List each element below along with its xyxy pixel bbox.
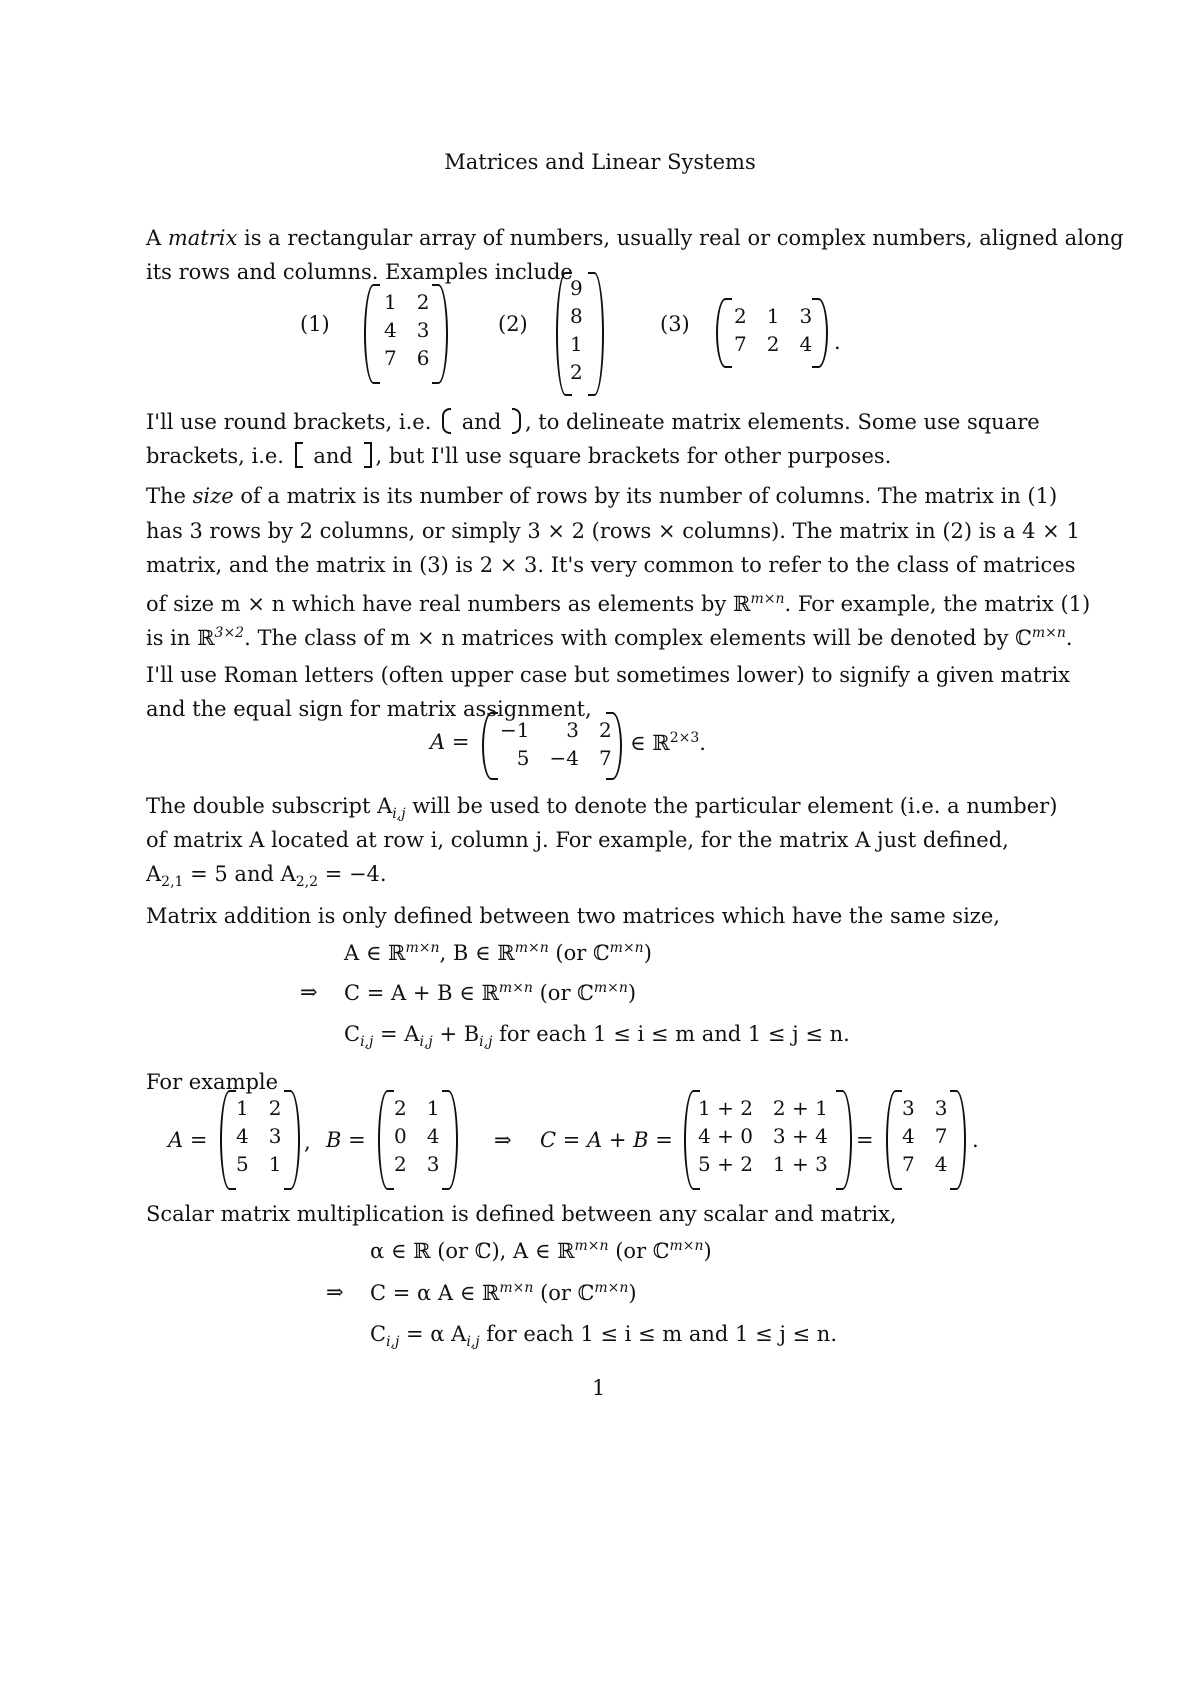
superscript: m×n bbox=[594, 1280, 629, 1296]
example-A-matrix bbox=[220, 1090, 300, 1190]
matrix-cell: 2 + 1 bbox=[772, 1096, 828, 1120]
text-run: The double subscript A bbox=[146, 794, 393, 818]
text-run: of a matrix is its number of rows by its number of columns. The matrix in (1) bbox=[233, 484, 1058, 508]
paragraph-line bbox=[146, 615, 1096, 657]
text-run: = 5 and A bbox=[183, 862, 296, 886]
period: . bbox=[972, 1128, 979, 1152]
matrix-cell: 1 + 3 bbox=[772, 1152, 828, 1176]
paragraph-square-brackets bbox=[146, 438, 1096, 475]
subscript: 2,2 bbox=[295, 874, 319, 891]
matrix-cell: 2 bbox=[268, 1096, 282, 1120]
paragraph-roman-letters: I'll use Roman letters (often upper case but sometimes lower) to signify a given matrix bbox=[146, 663, 1071, 687]
matrix-table bbox=[892, 1094, 957, 1178]
paragraph-line bbox=[146, 856, 1096, 901]
matrix-cell: −1 bbox=[500, 718, 530, 742]
text-run: α ∈ ℝ (or ℂ), A ∈ ℝ bbox=[370, 1239, 575, 1263]
right-paren bbox=[836, 1090, 852, 1190]
matrix-table bbox=[226, 1094, 291, 1178]
text-run: A bbox=[146, 226, 168, 250]
superscript: m×n bbox=[499, 1280, 534, 1296]
paragraph-line: and the equal sign for matrix assignment, bbox=[146, 697, 592, 721]
example-C-lhs: C = A + B = bbox=[540, 1128, 673, 1152]
addition-line-2 bbox=[344, 980, 636, 1005]
paragraph-line: has 3 rows by 2 columns, or simply 3 × 2 (rows × columns). The matrix in (2) is a 4 × 1 bbox=[146, 519, 1080, 543]
matrix-cell: 2 bbox=[394, 1152, 407, 1176]
paragraph-for-example: For example bbox=[146, 1070, 279, 1094]
superscript: m×n bbox=[405, 940, 440, 956]
superscript: m×n bbox=[1031, 625, 1066, 641]
paragraph-round-brackets bbox=[146, 404, 1096, 441]
matrix-cell: 7 bbox=[902, 1152, 915, 1176]
paragraph-line: its rows and columns. Examples include bbox=[146, 260, 573, 284]
matrix-row bbox=[688, 1150, 838, 1178]
right-paren bbox=[812, 298, 828, 368]
implies-arrow: ⇒ bbox=[326, 1280, 344, 1304]
page-number: 1 bbox=[592, 1376, 606, 1400]
square-right-bracket-glyph bbox=[364, 442, 372, 468]
matrix-cell: 3 bbox=[934, 1096, 948, 1120]
text-run: A ∈ ℝ bbox=[344, 941, 406, 965]
matrix-cell: 6 bbox=[416, 346, 430, 370]
text-run: C = α A ∈ ℝ bbox=[370, 1281, 500, 1305]
text-run: ) bbox=[628, 1281, 637, 1305]
text-run: (or ℂ bbox=[532, 981, 594, 1005]
matrix-cell: 4 bbox=[934, 1152, 948, 1176]
matrix-row bbox=[226, 1150, 291, 1178]
text-run: . For example, the matrix (1) bbox=[784, 592, 1091, 616]
page-title: Matrices and Linear Systems bbox=[444, 150, 756, 174]
paragraph-size bbox=[146, 478, 1096, 515]
matrix-cell: 2 bbox=[598, 718, 612, 742]
matrix-row bbox=[384, 1122, 449, 1150]
addition-line-1 bbox=[344, 940, 652, 965]
text-run: ) bbox=[643, 941, 652, 965]
implies-arrow: ⇒ bbox=[494, 1128, 512, 1152]
matrix-table bbox=[688, 1094, 838, 1178]
text-run: brackets, i.e. bbox=[146, 444, 291, 468]
example-C-matrix bbox=[886, 1090, 966, 1190]
matrix-cell: 1 bbox=[384, 290, 397, 314]
matrix-cell: 7 bbox=[384, 346, 397, 370]
matrix-body bbox=[892, 1094, 957, 1178]
matrix-cell: 3 bbox=[902, 1096, 915, 1120]
matrix-cell: 2 bbox=[734, 304, 747, 328]
matrix-cell: 1 bbox=[426, 1096, 440, 1120]
text-run: for each 1 ≤ i ≤ m and 1 ≤ j ≤ n. bbox=[492, 1022, 850, 1046]
matrix-cell: 5 + 2 bbox=[698, 1152, 753, 1176]
example-label-3: (3) bbox=[660, 312, 690, 336]
text-run: , but I'll use square brackets for other purposes. bbox=[375, 444, 892, 468]
text-run: = −4. bbox=[318, 862, 387, 886]
superscript: m×n bbox=[750, 591, 785, 607]
right-paren bbox=[442, 1090, 458, 1190]
text-run: is in ℝ bbox=[146, 626, 215, 650]
matrix-body bbox=[724, 302, 822, 358]
example-matrix-3 bbox=[716, 298, 828, 368]
matrix-cell: −4 bbox=[549, 746, 579, 770]
text-run: and bbox=[455, 410, 508, 434]
subscript: i,j bbox=[466, 1334, 480, 1351]
example-A-lhs: A = bbox=[168, 1128, 208, 1152]
matrix-row bbox=[892, 1150, 957, 1178]
superscript: m×n bbox=[514, 940, 549, 956]
text-run: for each 1 ≤ i ≤ m and 1 ≤ j ≤ n. bbox=[479, 1322, 838, 1346]
matrix-table bbox=[374, 288, 439, 372]
matrix-cell: 9 bbox=[570, 276, 583, 300]
matrix-row bbox=[374, 344, 439, 372]
matrix-cell: 1 bbox=[766, 304, 780, 328]
matrix-row bbox=[892, 1122, 957, 1150]
example-matrix-2 bbox=[556, 272, 604, 396]
subscript: 2,1 bbox=[161, 874, 184, 891]
paragraph-line: matrix, and the matrix in (3) is 2 × 3. It's very common to refer to the class of matrices bbox=[146, 553, 1076, 577]
matrix-cell: 7 bbox=[734, 332, 747, 356]
matrix-cell: 2 bbox=[394, 1096, 407, 1120]
example-B-lhs: B = bbox=[326, 1128, 366, 1152]
superscript: m×n bbox=[669, 1238, 704, 1254]
matrix-row bbox=[490, 716, 622, 744]
subscript: i,j bbox=[360, 1034, 374, 1051]
text-run: is a rectangular array of numbers, usually real or complex numbers, aligned along bbox=[237, 226, 1124, 250]
matrix-cell: 3 + 4 bbox=[772, 1124, 828, 1148]
matrix-table bbox=[724, 302, 822, 358]
matrix-cell: 1 bbox=[268, 1152, 282, 1176]
matrix-row bbox=[384, 1094, 449, 1122]
matrix-cell: 3 bbox=[426, 1152, 440, 1176]
right-paren bbox=[284, 1090, 300, 1190]
text-run: will be used to denote the particular element (i.e. a number) bbox=[405, 794, 1058, 818]
matrix-body bbox=[490, 716, 622, 772]
example-label-2: (2) bbox=[498, 312, 528, 336]
text-run: . bbox=[699, 731, 706, 755]
paragraph-line: of matrix A located at row i, column j. For example, for the matrix A just defined, bbox=[146, 828, 1009, 852]
matrix-body bbox=[374, 288, 439, 372]
matrix-row bbox=[490, 744, 622, 772]
text-run: (or ℂ bbox=[608, 1239, 670, 1263]
right-paren bbox=[588, 272, 604, 396]
paragraph-matrix-definition bbox=[146, 220, 1124, 257]
matrix-cell: 2 bbox=[570, 360, 583, 384]
text-run: ) bbox=[703, 1239, 712, 1263]
text-run: . The class of m × n matrices with complex elements will be denoted by ℂ bbox=[244, 626, 1032, 650]
text-run: The bbox=[146, 484, 193, 508]
subscript: i,j bbox=[392, 806, 406, 823]
equation-A-rhs bbox=[630, 730, 706, 755]
matrix-cell: 5 bbox=[236, 1152, 249, 1176]
text-run: + B bbox=[432, 1022, 480, 1046]
matrix-cell: 3 bbox=[416, 318, 430, 342]
equation-A-lhs: A = bbox=[430, 730, 470, 754]
matrix-cell: 3 bbox=[799, 304, 813, 328]
comma: , bbox=[304, 1130, 311, 1154]
example-B-matrix bbox=[378, 1090, 458, 1190]
scalar-line-2 bbox=[370, 1280, 637, 1305]
matrix-row bbox=[374, 316, 439, 344]
right-paren bbox=[432, 284, 448, 384]
matrix-body bbox=[226, 1094, 291, 1178]
matrix-body bbox=[688, 1094, 838, 1178]
text-run: I'll use round brackets, i.e. bbox=[146, 410, 439, 434]
example-sum-matrix bbox=[684, 1090, 852, 1190]
text-run: = A bbox=[373, 1022, 420, 1046]
example-matrix-1 bbox=[364, 284, 448, 384]
matrix-row bbox=[688, 1122, 838, 1150]
matrix-cell: 4 + 0 bbox=[698, 1124, 753, 1148]
matrix-cell: 8 bbox=[570, 304, 583, 328]
text-run: C bbox=[370, 1322, 387, 1346]
superscript: m×n bbox=[498, 980, 533, 996]
matrix-row bbox=[384, 1150, 449, 1178]
text-run: C bbox=[344, 1022, 361, 1046]
matrix-row bbox=[724, 330, 822, 358]
text-run: , to delineate matrix elements. Some use square bbox=[524, 410, 1040, 434]
term-size: size bbox=[192, 484, 234, 508]
matrix-cell: 1 bbox=[236, 1096, 249, 1120]
matrix-cell: 2 bbox=[766, 332, 780, 356]
term-matrix: matrix bbox=[167, 226, 238, 250]
matrix-cell: 4 bbox=[384, 318, 397, 342]
text-run: ) bbox=[627, 981, 637, 1005]
superscript: m×n bbox=[574, 1238, 609, 1254]
matrix-cell: 7 bbox=[598, 746, 612, 770]
superscript: 3×2 bbox=[214, 625, 245, 641]
text-run: (or ℂ bbox=[533, 1281, 595, 1305]
matrix-row bbox=[226, 1094, 291, 1122]
round-right-bracket-glyph bbox=[512, 408, 521, 434]
equation-A-matrix bbox=[482, 712, 622, 780]
matrix-cell: 4 bbox=[799, 332, 813, 356]
period: . bbox=[834, 330, 841, 354]
matrix-cell: 2 bbox=[416, 290, 430, 314]
superscript: m×n bbox=[609, 940, 644, 956]
subscript: i,j bbox=[386, 1334, 400, 1351]
text-run: (or ℂ bbox=[548, 941, 610, 965]
matrix-row bbox=[892, 1094, 957, 1122]
implies-arrow: ⇒ bbox=[300, 980, 318, 1004]
matrix-row bbox=[688, 1094, 838, 1122]
paragraph-matrix-addition: Matrix addition is only defined between two matrices which have the same size, bbox=[146, 904, 1000, 928]
round-left-bracket-glyph bbox=[442, 408, 451, 434]
text-run: C = A + B ∈ ℝ bbox=[344, 981, 499, 1005]
superscript: 2×3 bbox=[669, 730, 700, 746]
subscript: i,j bbox=[419, 1034, 433, 1051]
matrix-row bbox=[724, 302, 822, 330]
matrix-cell: 3 bbox=[566, 718, 579, 742]
matrix-table bbox=[490, 716, 622, 772]
matrix-cell: 3 bbox=[268, 1124, 282, 1148]
matrix-table bbox=[384, 1094, 449, 1178]
paragraph-scalar-multiplication: Scalar matrix multiplication is defined between any scalar and matrix, bbox=[146, 1202, 897, 1226]
scalar-line-1 bbox=[370, 1238, 712, 1263]
matrix-cell: 7 bbox=[934, 1124, 948, 1148]
text-run: and bbox=[306, 444, 360, 468]
scalar-line-3 bbox=[370, 1322, 837, 1350]
square-left-bracket-glyph bbox=[295, 442, 303, 468]
matrix-row bbox=[374, 288, 439, 316]
example-label-1: (1) bbox=[300, 312, 330, 336]
superscript: m×n bbox=[593, 980, 628, 996]
matrix-cell: 0 bbox=[394, 1124, 407, 1148]
text-run: , B ∈ ℝ bbox=[439, 941, 515, 965]
matrix-cell: 1 bbox=[570, 332, 583, 356]
text-run: = α A bbox=[399, 1322, 467, 1346]
addition-line-3 bbox=[344, 1022, 850, 1050]
matrix-row bbox=[226, 1122, 291, 1150]
right-paren bbox=[950, 1090, 966, 1190]
text-run: of size m × n which have real numbers as elements by ℝ bbox=[146, 592, 751, 616]
matrix-body bbox=[384, 1094, 449, 1178]
text-run: . bbox=[1065, 626, 1073, 650]
text-run: A bbox=[146, 862, 162, 886]
matrix-cell: 5 bbox=[516, 746, 530, 770]
equals-sign: = bbox=[856, 1128, 874, 1152]
matrix-cell: 1 + 2 bbox=[698, 1096, 753, 1120]
matrix-cell: 4 bbox=[426, 1124, 440, 1148]
subscript: i,j bbox=[479, 1034, 493, 1051]
matrix-cell: 4 bbox=[902, 1124, 915, 1148]
matrix-cell: 4 bbox=[236, 1124, 249, 1148]
text-run: ∈ ℝ bbox=[630, 731, 670, 755]
